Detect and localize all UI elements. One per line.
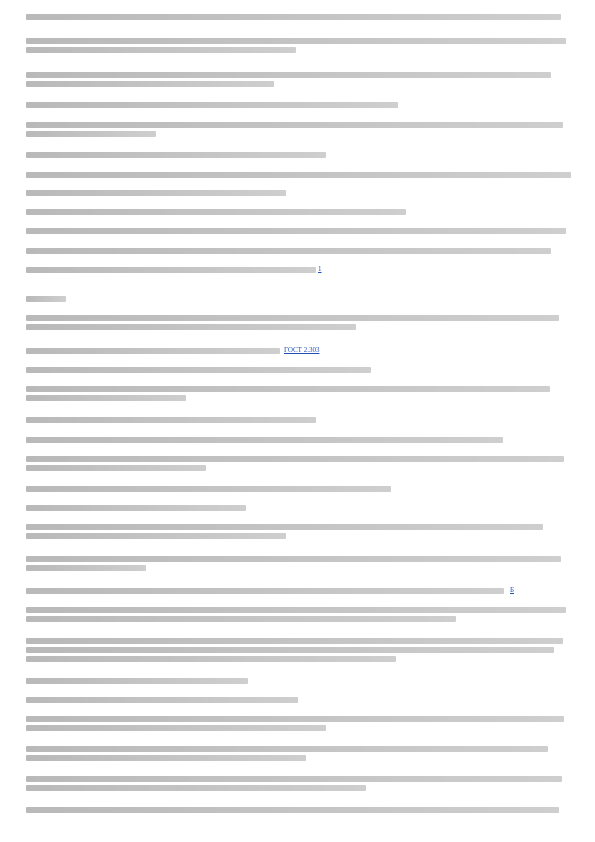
text-line	[26, 209, 406, 215]
text-line	[26, 248, 551, 254]
paragraph	[26, 607, 571, 625]
text-line	[26, 505, 246, 511]
paragraph	[26, 122, 571, 140]
text-line	[26, 228, 566, 234]
paragraph	[26, 102, 571, 111]
text-line	[26, 638, 563, 644]
text-line	[26, 296, 66, 302]
text-line	[26, 324, 356, 330]
paragraph	[26, 456, 571, 474]
text-line	[26, 465, 206, 471]
gost-reference-link[interactable]: ГОСТ 2.303	[284, 346, 320, 354]
text-line	[26, 565, 146, 571]
text-line	[26, 367, 371, 373]
paragraph	[26, 697, 571, 706]
text-line	[26, 785, 366, 791]
paragraph	[26, 638, 571, 665]
paragraph	[26, 746, 571, 764]
paragraph	[26, 315, 571, 333]
text-line	[26, 386, 550, 392]
text-line	[26, 524, 543, 530]
paragraph	[26, 14, 571, 23]
text-line	[26, 807, 559, 813]
paragraph	[26, 296, 571, 305]
text-line	[26, 267, 316, 273]
text-line	[26, 152, 326, 158]
text-line	[26, 607, 566, 613]
paragraph	[26, 386, 571, 404]
text-line	[26, 755, 306, 761]
text-line	[26, 616, 456, 622]
paragraph	[26, 152, 571, 161]
paragraph	[26, 437, 571, 446]
text-line	[26, 588, 504, 594]
paragraph	[26, 417, 571, 426]
text-line	[26, 437, 503, 443]
paragraph	[26, 228, 571, 237]
text-line	[26, 14, 561, 20]
text-line	[26, 72, 551, 78]
paragraph	[26, 524, 571, 542]
paragraph	[26, 267, 571, 276]
text-line	[26, 486, 391, 492]
text-line	[26, 417, 316, 423]
paragraph	[26, 486, 571, 495]
appendix-reference-link[interactable]: Б	[510, 586, 515, 594]
text-line	[26, 556, 561, 562]
paragraph	[26, 38, 571, 56]
text-line	[26, 776, 562, 782]
text-line	[26, 131, 156, 137]
text-line	[26, 102, 398, 108]
paragraph	[26, 190, 571, 199]
text-line	[26, 656, 396, 662]
text-line	[26, 47, 296, 53]
text-line	[26, 315, 559, 321]
paragraph	[26, 367, 571, 376]
text-line	[26, 746, 548, 752]
text-line	[26, 395, 186, 401]
paragraph	[26, 776, 571, 794]
paragraph	[26, 209, 571, 218]
paragraph	[26, 172, 571, 181]
text-line	[26, 533, 286, 539]
text-line	[26, 716, 564, 722]
text-line	[26, 81, 274, 87]
paragraph	[26, 72, 571, 90]
paragraph	[26, 807, 571, 816]
text-line	[26, 678, 248, 684]
figure-reference-link[interactable]: 1	[318, 265, 322, 273]
text-line	[26, 647, 554, 653]
text-line	[26, 38, 566, 44]
paragraph	[26, 248, 571, 257]
text-line	[26, 172, 571, 178]
paragraph	[26, 678, 571, 687]
text-line	[26, 122, 563, 128]
paragraph	[26, 505, 571, 514]
text-line	[26, 190, 286, 196]
text-line	[26, 456, 564, 462]
text-line	[26, 348, 280, 354]
paragraph	[26, 556, 571, 574]
paragraph	[26, 716, 571, 734]
paragraph	[26, 588, 571, 597]
text-line	[26, 725, 326, 731]
text-line	[26, 697, 298, 703]
